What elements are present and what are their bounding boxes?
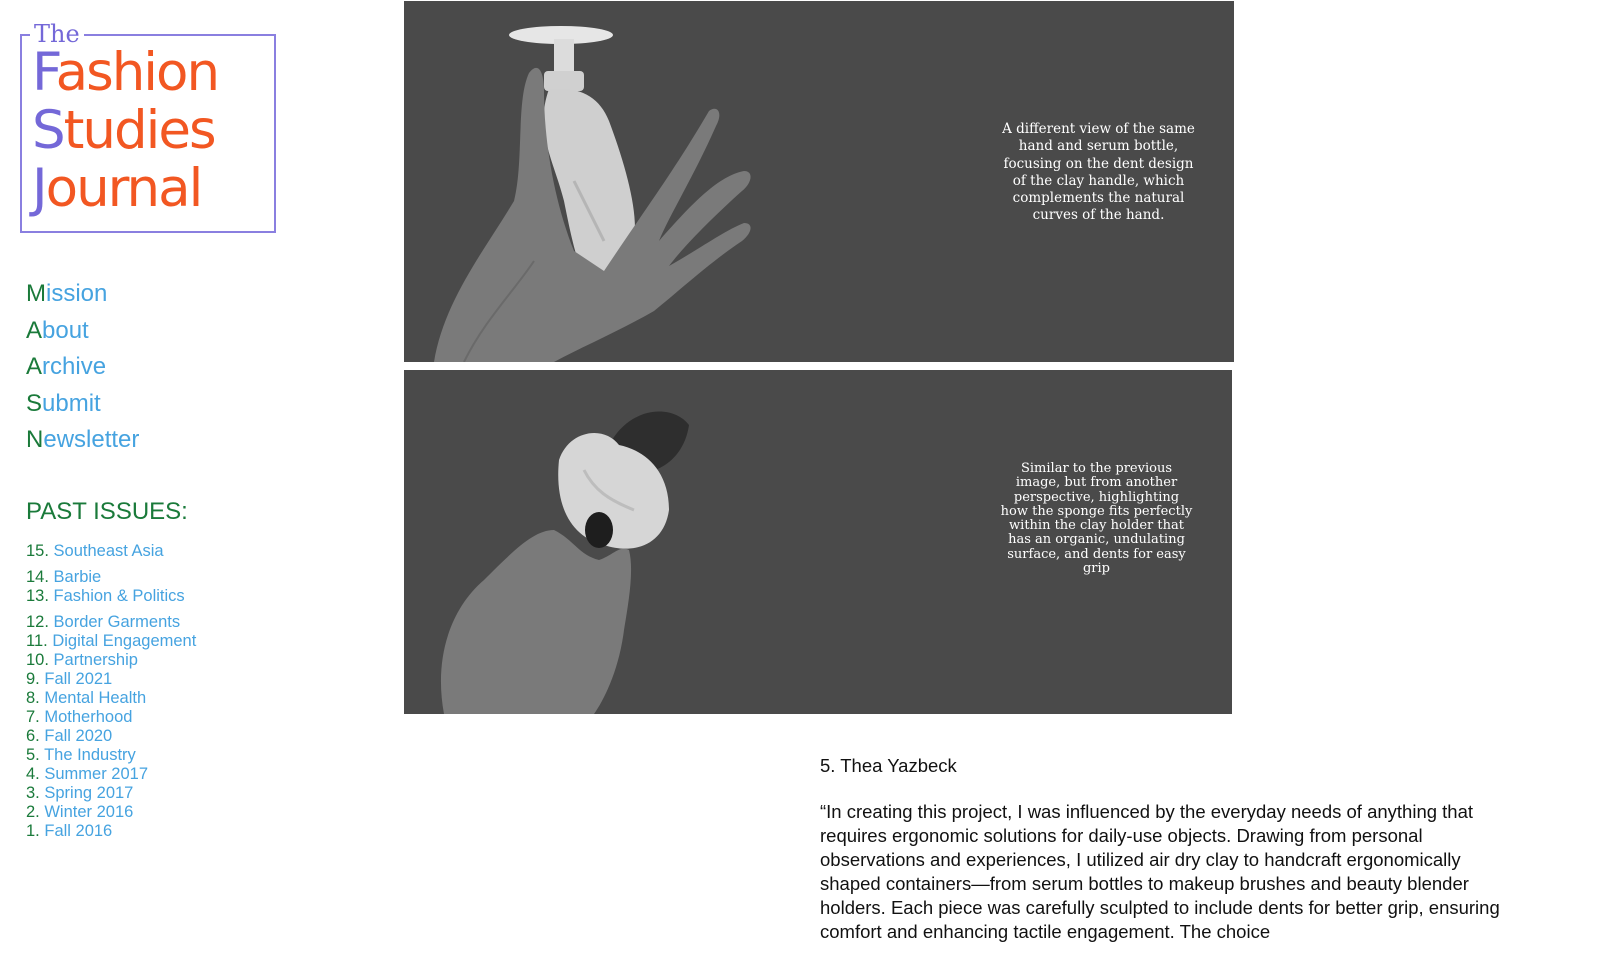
- issue-item[interactable]: 6. Fall 2020: [26, 727, 113, 745]
- issue-item[interactable]: 13. Fashion & Politics: [26, 587, 185, 605]
- issue-item[interactable]: 12. Border Garments: [26, 613, 181, 631]
- logo-word-journal: Journal: [32, 158, 202, 219]
- panel-caption: Similar to the previous image, but from another perspective, highlighting how the sponge fits perfectly within the clay holder that has an organic, undulating surface, and dents for easy grip: [1000, 461, 1193, 577]
- article-quote: “In creating this project, I was influenced by the everyday needs of anything that requires ergonomic solutions for daily-use objects. Drawing from personal observations and experiences, I utilized air dry clay to handcraft ergonomically shaped containers—from serum bottles to makeup brushes and beauty blender holders. Each piece was carefully sculpted to include dents for better grip, ensuring comfort and enhancing tactile engagement. The choice: [820, 801, 1500, 942]
- site-logo[interactable]: [20, 20, 276, 233]
- past-issues-heading: PAST ISSUES:: [26, 498, 188, 525]
- issue-item[interactable]: 9. Fall 2021: [26, 670, 113, 688]
- issue-item[interactable]: 2. Winter 2016: [26, 803, 134, 821]
- main-nav: [26, 276, 139, 459]
- logo-word-fashion: Fashion: [32, 42, 219, 103]
- issue-item[interactable]: 14. Barbie: [26, 568, 102, 586]
- logo-the: The: [30, 20, 84, 48]
- article-author: 5. Thea Yazbeck: [820, 755, 957, 776]
- issue-item[interactable]: 5. The Industry: [26, 746, 136, 764]
- issue-item[interactable]: 11. Digital Engagement: [26, 632, 197, 650]
- image-panel-sponge-holder: [404, 370, 1232, 714]
- issue-item[interactable]: 1. Fall 2016: [26, 822, 113, 840]
- logo-word-studies: Studies: [32, 100, 215, 161]
- issue-item[interactable]: 7. Motherhood: [26, 708, 133, 726]
- panel-caption: A different view of the same hand and serum bottle, focusing on the dent design of the clay handle, which complements the natural curves of the hand.: [1002, 121, 1195, 224]
- issue-item[interactable]: 15. Southeast Asia: [26, 542, 164, 560]
- nav-about[interactable]: About: [26, 316, 89, 344]
- issue-item[interactable]: 10. Partnership: [26, 651, 138, 669]
- issue-item[interactable]: 4. Summer 2017: [26, 765, 148, 783]
- image-panel-serum-bottle: [404, 1, 1234, 362]
- issue-item[interactable]: 3. Spring 2017: [26, 784, 134, 802]
- nav-mission[interactable]: Mission: [26, 280, 108, 307]
- nav-submit[interactable]: Submit: [26, 389, 101, 417]
- nav-newsletter[interactable]: Newsletter: [26, 426, 140, 453]
- nav-archive[interactable]: Archive: [26, 353, 107, 380]
- issue-item[interactable]: 8. Mental Health: [26, 689, 147, 707]
